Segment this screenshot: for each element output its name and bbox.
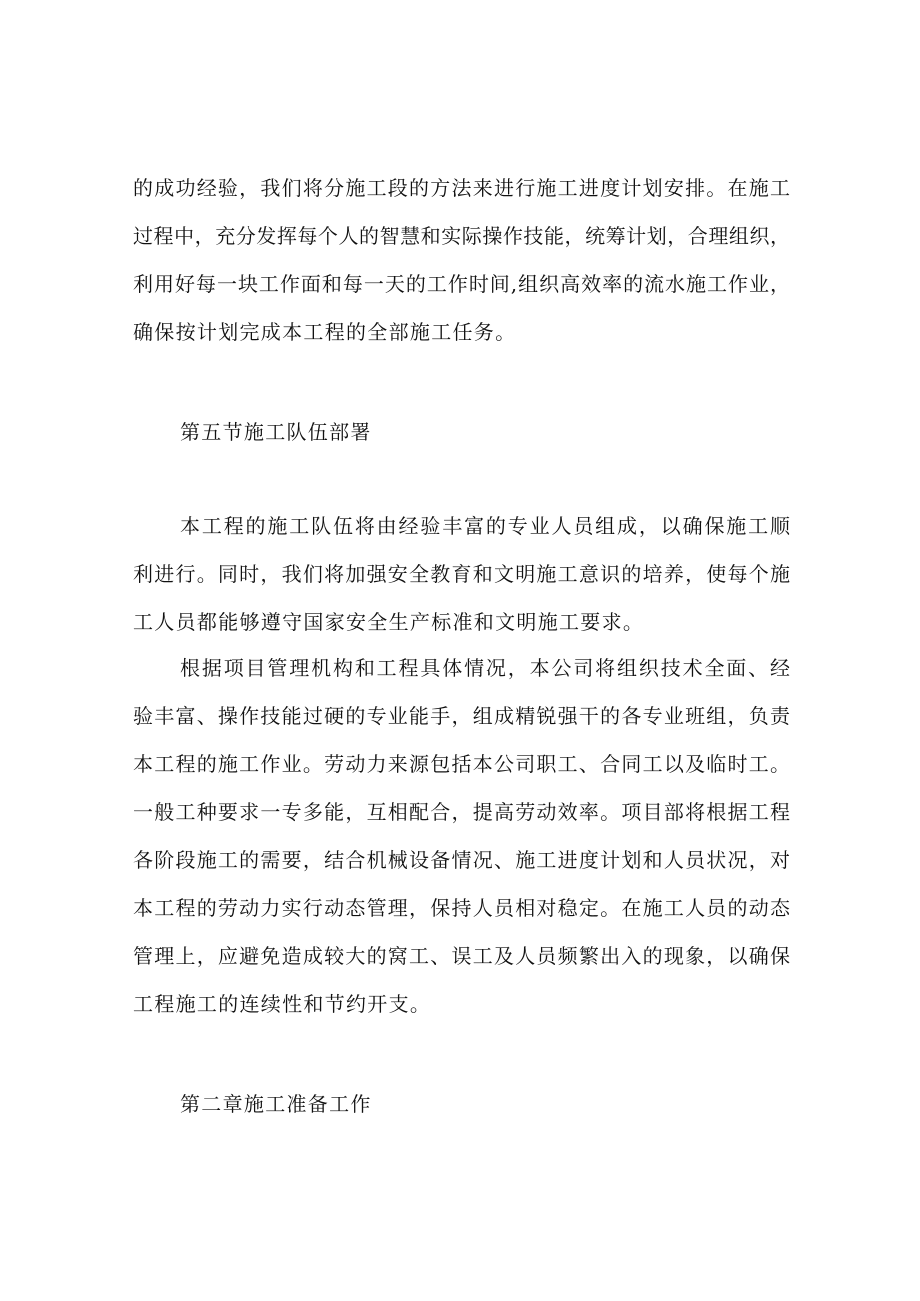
paragraph bbox=[133, 164, 790, 356]
chapter-heading: 第二章施工准备工作 bbox=[180, 1092, 372, 1116]
text-line: 确保按计划完成本工程的全部施工任务。 bbox=[133, 320, 517, 344]
text-line: 工程施工的连续性和节约开支。 bbox=[133, 992, 432, 1016]
paragraph bbox=[133, 502, 790, 646]
text-line: 利进行。同时，我们将加强安全教育和文明施工意识的培养，使每个施 bbox=[133, 562, 790, 586]
text-line: 根据项目管理机构和工程具体情况，本公司将组织技术全面、经 bbox=[180, 656, 790, 680]
paragraph bbox=[133, 644, 790, 1028]
text-line: 本工程的施工队伍将由经验丰富的专业人员组成，以确保施工顺 bbox=[180, 514, 790, 538]
text-line: 一般工种要求一专多能，互相配合，提高劳动效率。项目部将根据工程 bbox=[133, 800, 790, 824]
text-line: 本工程的施工作业。劳动力来源包括本公司职工、合同工以及临时工。 bbox=[133, 752, 790, 776]
text-line: 的成功经验，我们将分施工段的方法来进行施工进度计划安排。在施工 bbox=[133, 176, 790, 200]
text-line: 本工程的劳动力实行动态管理，保持人员相对稳定。在施工人员的动态 bbox=[133, 896, 790, 920]
text-line: 管理上，应避免造成较大的窝工、误工及人员频繁出入的现象，以确保 bbox=[133, 944, 790, 968]
text-line: 工人员都能够遵守国家安全生产标准和文明施工要求。 bbox=[133, 610, 645, 634]
text-line: 利用好每一块工作面和每一天的工作时间,组织高效率的流水施工作业， bbox=[133, 272, 790, 296]
text-line: 过程中，充分发挥每个人的智慧和实际操作技能，统筹计划，合理组织， bbox=[133, 224, 790, 248]
text-line: 各阶段施工的需要，结合机械设备情况、施工进度计划和人员状况，对 bbox=[133, 848, 790, 872]
text-line: 验丰富、操作技能过硬的专业能手，组成精锐强干的各专业班组，负责 bbox=[133, 704, 790, 728]
section-heading: 第五节施工队伍部署 bbox=[180, 420, 372, 444]
